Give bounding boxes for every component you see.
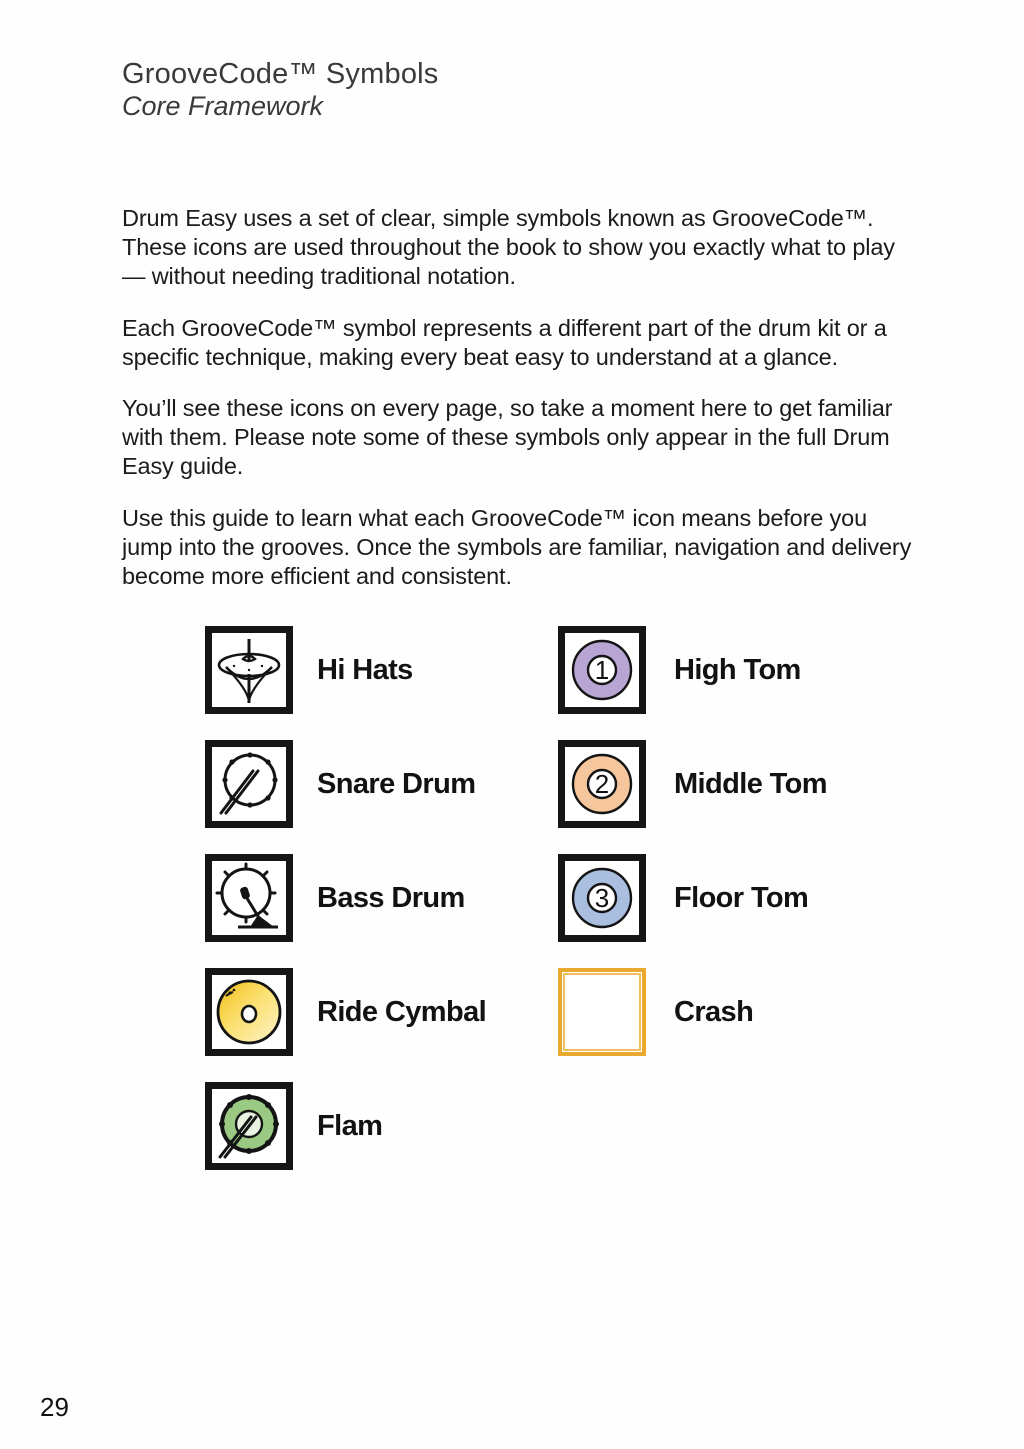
tom-number-1: 1: [594, 655, 610, 685]
legend-label-floor-tom: Floor Tom: [674, 881, 809, 914]
legend-label-bass-drum: Bass Drum: [317, 881, 465, 914]
legend-label-high-tom: High Tom: [674, 653, 801, 686]
ride-cymbal-icon: [205, 968, 293, 1056]
legend-label-flam: Flam: [317, 1109, 383, 1142]
hi-hat-icon: [205, 626, 293, 714]
legend-label-ride-cymbal: Ride Cymbal: [317, 995, 487, 1028]
bass-drum-icon: [205, 854, 293, 942]
legend-label-hi-hats: Hi Hats: [317, 653, 413, 686]
paragraph-1: Drum Easy uses a set of clear, simple symbols known as GrooveCode™. These icons are used throughout the book to show you exactly what to play — without needing traditional notation.: [122, 205, 895, 289]
page-header: [122, 58, 842, 122]
flam-icon: [205, 1082, 293, 1170]
legend-label-snare-drum: Snare Drum: [317, 767, 476, 800]
tom-2-icon: [558, 740, 646, 828]
tom-1-icon: [558, 626, 646, 714]
snare-drum-icon: [205, 740, 293, 828]
crash-icon: [558, 968, 646, 1056]
tom-number-3: 3: [594, 883, 610, 913]
tom-number-2: 2: [594, 769, 610, 799]
legend-label-crash: Crash: [674, 995, 754, 1028]
intro-text-block: [122, 204, 912, 591]
legend-label-middle-tom: Middle Tom: [674, 767, 827, 800]
paragraph-2: Each GrooveCode™ symbol represents a different part of the drum kit or a specific technique, making every beat easy to understand at a glance.: [122, 314, 887, 370]
page-subtitle: Core Framework: [122, 91, 324, 122]
paragraph-3: You’ll see these icons on every page, so take a moment here to get familiar with them. Please note some of these symbols only appear in the full Drum Easy guide.: [122, 395, 893, 480]
page-title: GrooveCode™ Symbols: [122, 58, 439, 90]
tom-3-icon: [558, 854, 646, 942]
page-number: 29: [40, 1392, 69, 1422]
paragraph-4: Use this guide to learn what each GrooveCode™ icon means before you jump into the grooves. Once the symbols are familiar, navigation and delivery become more efficient and consistent.: [122, 505, 912, 589]
